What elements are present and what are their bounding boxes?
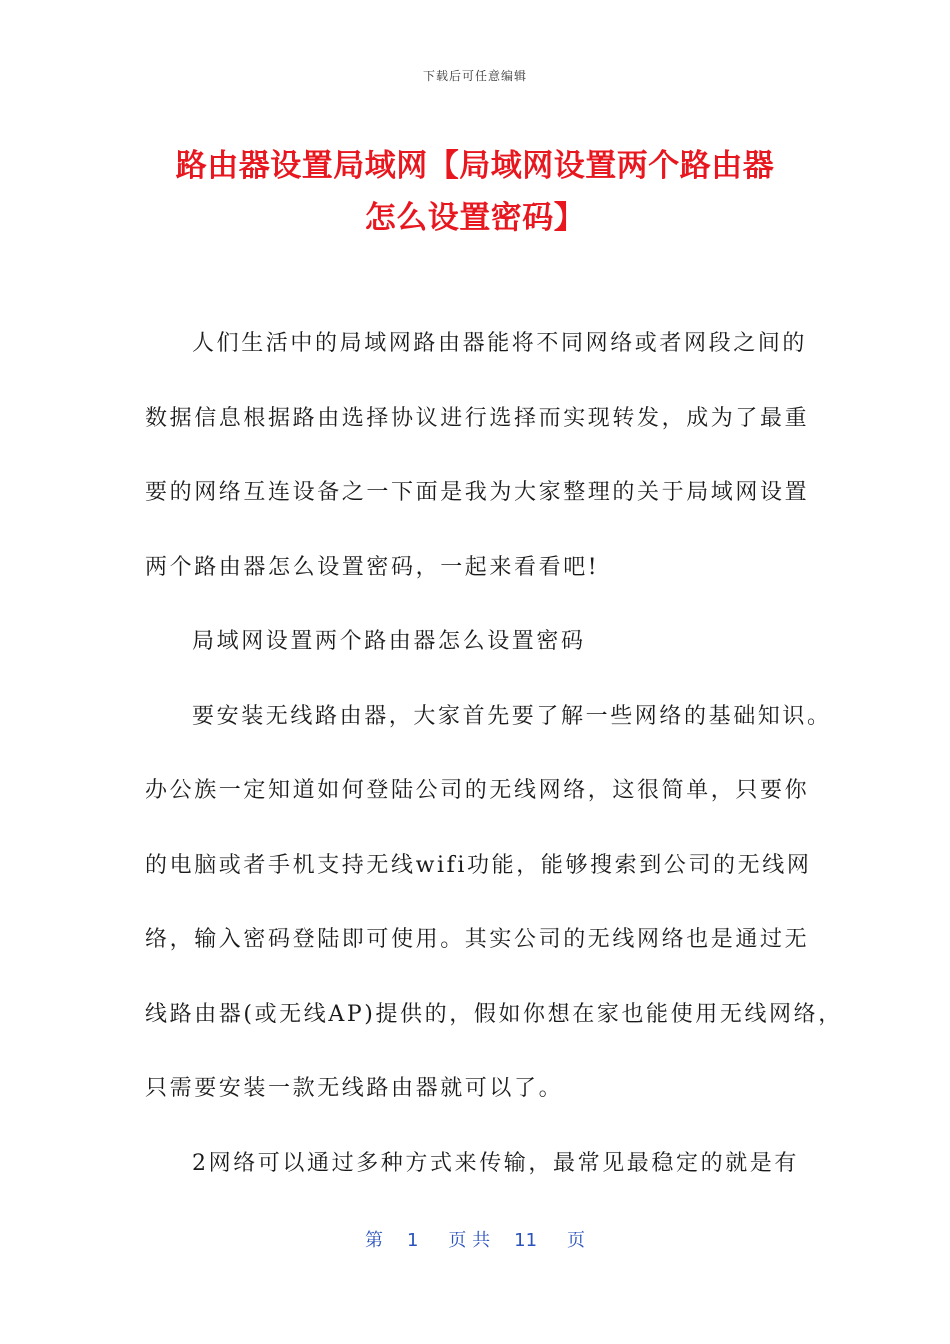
body-line: 2网络可以通过多种方式来传输，最常见最稳定的就是有 — [192, 1150, 799, 1176]
body-line: 两个路由器怎么设置密码，一起来看看吧! — [145, 554, 600, 580]
body-line: 数据信息根据路由选择协议进行选择而实现转发，成为了最重 — [145, 405, 810, 431]
document-title — [100, 140, 850, 244]
section-heading: 局域网设置两个路由器怎么设置密码 — [192, 629, 586, 654]
body-line: 只需要安装一款无线路由器就可以了。 — [145, 1076, 564, 1101]
document-body — [145, 320, 843, 1214]
footer-ye-gong: 页 共 — [448, 1230, 491, 1251]
footer-ye: 页 — [567, 1230, 586, 1251]
body-line: 线路由器(或无线AP)提供的，假如你想在家也能使用无线网络， — [145, 1001, 843, 1027]
body-line: 要安装无线路由器，大家首先要了解一些网络的基础知识。 — [192, 703, 832, 729]
footer-di: 第 — [364, 1230, 383, 1251]
footer-total-pages: 11 — [514, 1230, 538, 1251]
document-title-line-2: 怎么设置密码】 — [364, 200, 586, 236]
body-line: 人们生活中的局域网路由器能将不同网络或者网段之间的 — [192, 331, 808, 356]
page-footer — [0, 1226, 950, 1252]
footer-current-page: 1 — [406, 1230, 419, 1251]
body-line: 络，输入密码登陆即可使用。其实公司的无线网络也是通过无 — [145, 927, 810, 952]
body-line: 办公族一定知道如何登陆公司的无线网络，这很简单，只要你 — [145, 778, 810, 803]
body-line: 的电脑或者手机支持无线wifi功能，能够搜索到公司的无线网 — [145, 852, 812, 878]
body-line: 要的网络互连设备之一下面是我为大家整理的关于局域网设置 — [145, 480, 810, 505]
page-header-note: 下载后可任意编辑 — [422, 69, 527, 83]
document-title-line-1: 路由器设置局域网【局域网设置两个路由器 — [175, 148, 775, 184]
